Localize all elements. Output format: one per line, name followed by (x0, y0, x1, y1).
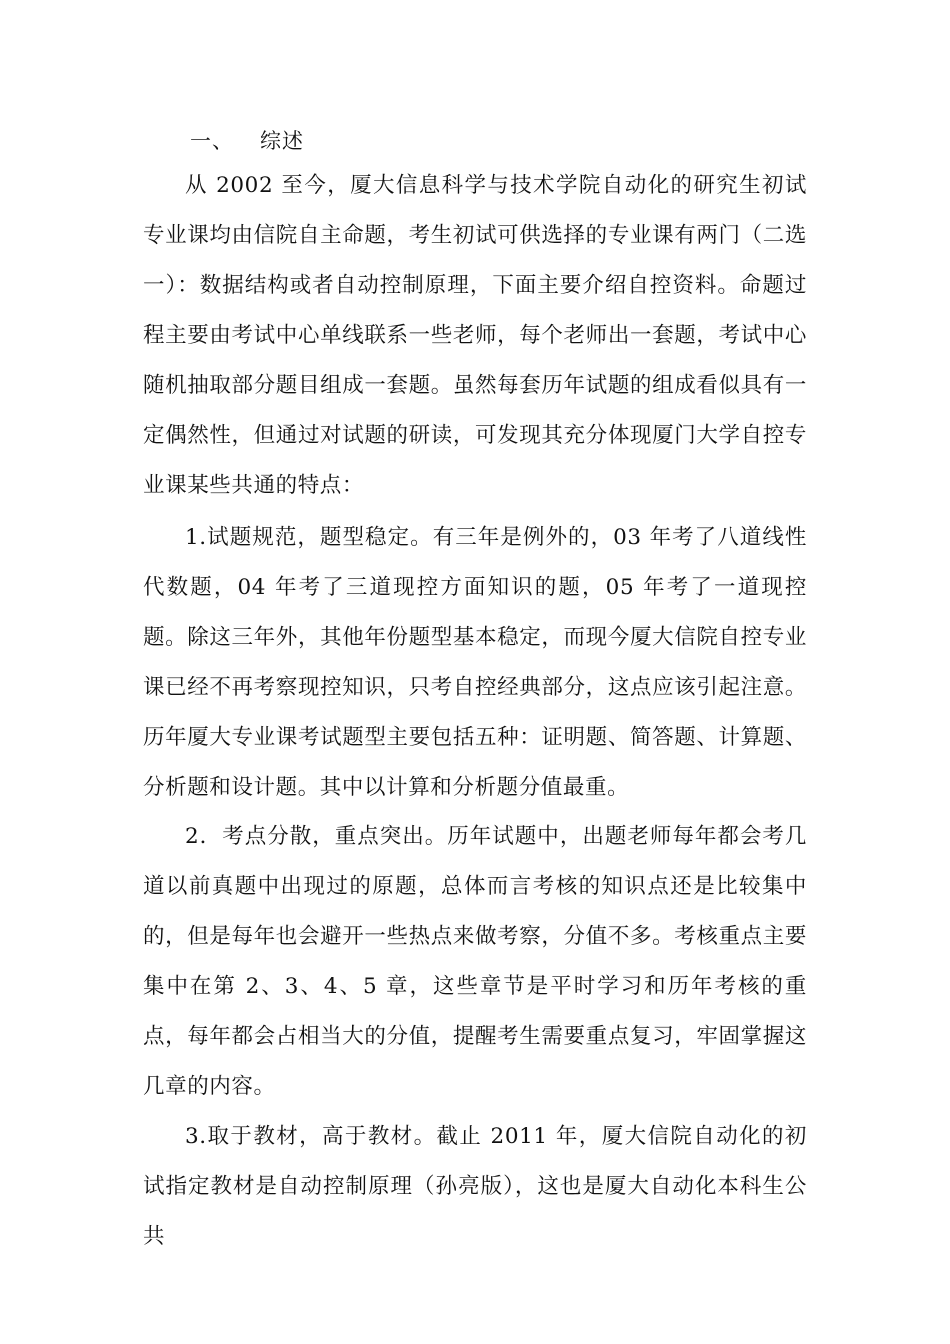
overview-paragraph: 从 2002 至今，厦大信息科学与技术学院自动化的研究生初试专业课均由信院自主命题，考生初试可供选择的专业课有两门（二选一）：数据结构或者自动控制原理，下面主要介绍自控资料。命题过程主要由考试中心单线联系一些老师，每个老师出一套题，考试中心随机抽取部分题目组成一套题。虽然每套历年试题的组成看似具有一定偶然性，但通过对试题的研读，可发现其充分体现厦门大学自控专业课某些共通的特点： (143, 173, 807, 498)
section-title: 综述 (260, 129, 304, 153)
section-heading (190, 124, 304, 158)
section-number: 一、 (190, 129, 234, 153)
point-3-paragraph: 3.取于教材，高于教材。截止 2011 年，厦大信院自动化的初试指定教材是自动控制原理（孙亮版），这也是厦大自动化本科生公共 (143, 1124, 807, 1249)
point-2-paragraph: 2．考点分散，重点突出。历年试题中，出题老师每年都会考几道以前真题中出现过的原题，总体而言考核的知识点还是比较集中的，但是每年也会避开一些热点来做考察，分值不多。考核重点主要集中在第 2、3、4、5 章，这些章节是平时学习和历年考核的重点，每年都会占相当大的分值，提醒考生需要重点复习，牢固掌握这几章的内容。 (143, 824, 807, 1099)
point-1-paragraph: 1.试题规范，题型稳定。有三年是例外的，03 年考了八道线性代数题，04 年考了三道现控方面知识的题，05 年考了一道现控题。除这三年外，其他年份题型基本稳定，而现今厦大信院自控专业课已经不再考察现控知识，只考自控经典部分，这点应该引起注意。历年厦大专业课考试题型主要包括五种：证明题、简答题、计算题、分析题和设计题。其中以计算和分析题分值最重。 (143, 525, 807, 800)
